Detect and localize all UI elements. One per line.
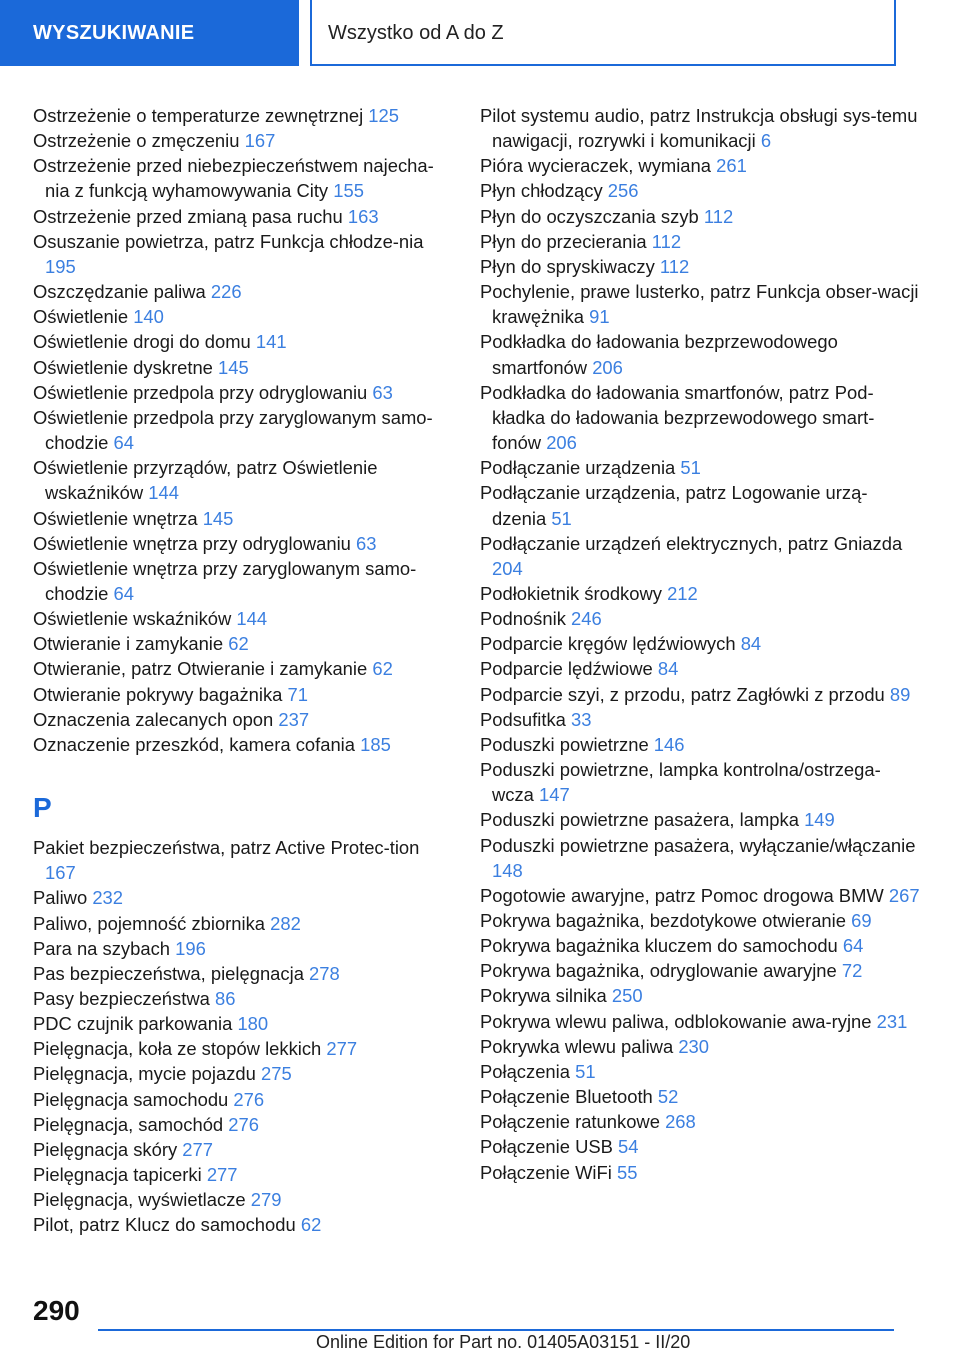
index-page-link[interactable]: 112	[703, 205, 734, 227]
index-page-link[interactable]: 89	[889, 683, 911, 705]
index-entry-text: Oświetlenie wnętrza	[33, 507, 198, 529]
index-page-link[interactable]: 277	[182, 1138, 213, 1160]
index-entry-text: Osuszanie powietrza, patrz Funkcja chłodze-nia	[33, 230, 424, 252]
index-page-link[interactable]: 86	[214, 988, 236, 1009]
index-entry-text: Pielęgnacja, wyświetlacze	[33, 1189, 246, 1211]
index-entry	[480, 153, 920, 178]
index-page-link[interactable]: 275	[261, 1063, 292, 1085]
index-entry-text: Oświetlenie wnętrza przy odryglowaniu	[33, 532, 351, 554]
index-entry-text: Pilot, patrz Klucz do samochodu	[33, 1214, 296, 1236]
index-page-link[interactable]: 256	[607, 180, 639, 202]
index-entry-text: Podłokietnik środkowy	[480, 582, 662, 604]
index-entry-text: Płyn do spryskiwaczy	[480, 255, 655, 277]
index-entry-text: Oświetlenie wnętrza przy zaryglowanym samo-chodzie	[33, 557, 417, 604]
index-entry	[33, 1061, 453, 1086]
index-entry	[480, 531, 920, 581]
index-entry-text: Oświetlenie przedpola przy odryglowaniu	[33, 381, 368, 403]
index-entry	[33, 506, 453, 531]
index-page-link[interactable]: 147	[539, 784, 570, 806]
index-entry-text: Pokrywa wlewu paliwa, odblokowanie awa-ryjne	[480, 1010, 872, 1032]
index-entry-text: Podnośnik	[480, 608, 566, 630]
index-entry	[480, 254, 920, 279]
index-page-link[interactable]: 279	[250, 1189, 282, 1211]
index-page-link[interactable]: 185	[360, 733, 391, 755]
index-page-link[interactable]: 237	[278, 708, 310, 730]
index-page-link[interactable]: 52	[657, 1086, 679, 1108]
index-entry-text: Podparcie lędźwiowe	[480, 658, 653, 680]
index-entry	[480, 732, 920, 757]
index-page-link[interactable]: 277	[326, 1038, 358, 1060]
index-entry	[33, 1212, 453, 1237]
index-page-link[interactable]: 206	[592, 356, 623, 378]
index-page-link[interactable]: 69	[851, 910, 872, 931]
index-entry	[480, 908, 920, 933]
index-page-link[interactable]: 167	[244, 130, 276, 152]
index-page-link[interactable]: 64	[842, 935, 864, 957]
index-entry	[33, 835, 453, 885]
section-tab-search[interactable]	[0, 0, 299, 66]
index-page-link[interactable]: 206	[546, 432, 577, 454]
index-page-link[interactable]: 268	[665, 1111, 696, 1133]
index-entry-text: Pokrywa bagażnika kluczem do samochodu	[480, 935, 838, 957]
index-entry	[33, 911, 453, 936]
index-entry	[33, 1087, 453, 1112]
index-entry-text: Poduszki powietrzne pasażera, wyłączanie/włączanie	[480, 834, 916, 856]
index-page-link[interactable]: 51	[680, 457, 701, 479]
index-entry-text: Oświetlenie przyrządów, patrz Oświetlenie wskaźników	[33, 457, 378, 504]
index-entry	[480, 178, 920, 203]
index-entry-text: Oznaczenie przeszkód, kamera cofania	[33, 733, 355, 755]
index-page-link[interactable]: 51	[551, 507, 572, 529]
index-entry-text: Podparcie kręgów lędźwiowych	[480, 633, 736, 655]
index-entry	[480, 807, 920, 832]
index-column-left	[33, 103, 453, 1238]
index-page-link[interactable]: 64	[113, 432, 134, 454]
index-page-link[interactable]: 230	[678, 1035, 709, 1057]
index-entry-text: Otwieranie, patrz Otwieranie i zamykanie	[33, 658, 368, 680]
index-entry-text: Paliwo, pojemność zbiornika	[33, 912, 266, 934]
index-page-link[interactable]: 148	[492, 859, 523, 881]
index-entry	[33, 1137, 453, 1162]
index-entry	[480, 983, 920, 1008]
index-page-link[interactable]: 62	[228, 633, 249, 655]
index-entry	[480, 103, 920, 153]
index-entry-text: Podsufitka	[480, 708, 566, 730]
index-entry-text: Pokrywa silnika	[480, 985, 607, 1007]
index-entry-text: Ostrzeżenie o zmęczeniu	[33, 130, 240, 152]
index-entry-text: Podparcie szyi, z przodu, patrz Zagłówki z przodu	[480, 683, 885, 705]
header-title: Wszystko od A do Z	[328, 21, 504, 44]
index-entry	[480, 707, 920, 732]
index-entry-text: Pochylenie, prawe lusterko, patrz Funkcja obser-wacji krawężnika	[480, 281, 919, 328]
index-entry	[33, 961, 453, 986]
index-entry-text: Pakiet bezpieczeństwa, patrz Active Protec-tion	[33, 837, 420, 859]
index-entry-text: Pielęgnacja tapicerki	[33, 1164, 202, 1186]
index-entry	[480, 455, 920, 480]
index-entry	[480, 656, 920, 681]
index-page-link[interactable]: 278	[309, 962, 340, 984]
index-entry	[480, 606, 920, 631]
index-page-link[interactable]: 112	[659, 255, 690, 277]
index-entry-text: Poduszki powietrzne, lampka kontrolna/ostrzega-wcza	[480, 759, 881, 806]
index-entry	[33, 279, 453, 304]
index-entry-text: Pokrywa bagażnika, odryglowanie awaryjne	[480, 960, 837, 982]
index-entry	[33, 455, 453, 505]
index-list-p	[33, 835, 453, 1238]
page-number: 290	[33, 1295, 80, 1326]
index-entry-text: Połączenia	[480, 1060, 570, 1082]
index-entry	[33, 128, 453, 153]
index-entry	[33, 986, 453, 1011]
index-entry	[480, 329, 920, 379]
index-entry	[33, 1162, 453, 1187]
index-entry	[480, 1134, 920, 1159]
index-page-link[interactable]: 6	[760, 130, 772, 152]
index-entry-text: Podkładka do ładowania bezprzewodowego smartfonów	[480, 331, 838, 378]
index-page-link[interactable]: 204	[492, 557, 523, 579]
index-page-link[interactable]: 145	[218, 356, 249, 378]
index-page-link[interactable]: 267	[888, 884, 920, 906]
index-page-link[interactable]: 112	[651, 230, 682, 252]
index-page-link[interactable]: 91	[589, 306, 610, 328]
index-entry	[480, 933, 920, 958]
index-entry	[33, 732, 453, 757]
index-entry-text: Pokrywka wlewu paliwa	[480, 1035, 674, 1057]
index-entry-text: Ostrzeżenie przed niebezpieczeństwem najecha-nia z funkcją wyhamowywania City	[33, 155, 434, 202]
index-entry-text: Otwieranie pokrywy bagażnika	[33, 683, 283, 705]
index-entry	[33, 380, 453, 405]
index-entry-text: Połączenie WiFi	[480, 1161, 612, 1183]
index-section-letter: P	[33, 792, 52, 824]
index-page-link[interactable]: 125	[368, 105, 399, 126]
index-page-link[interactable]: 63	[356, 532, 377, 554]
index-page-link[interactable]: 71	[287, 683, 309, 705]
index-page-link[interactable]: 195	[45, 255, 76, 277]
index-page-link[interactable]: 51	[575, 1060, 596, 1082]
index-entry	[33, 1112, 453, 1137]
index-entry-text: Pas bezpieczeństwa, pielęgnacja	[33, 962, 304, 984]
index-entry	[33, 153, 453, 203]
index-page-link[interactable]: 231	[876, 1010, 908, 1032]
index-entry	[33, 229, 453, 279]
index-entry-text: Otwieranie i zamykanie	[33, 633, 224, 655]
index-entry	[33, 1036, 453, 1061]
index-entry-text: Pielęgnacja, samochód	[33, 1113, 224, 1135]
index-page-link[interactable]: 145	[202, 507, 234, 529]
index-entry-text: Oświetlenie	[33, 306, 129, 328]
index-page-link[interactable]: 226	[210, 281, 242, 303]
index-entry-text: Oświetlenie drogi do domu	[33, 331, 251, 353]
index-entry	[480, 757, 920, 807]
index-entry-text: Pielęgnacja skóry	[33, 1138, 178, 1160]
index-entry-text: Oświetlenie dyskretne	[33, 356, 213, 378]
index-entry	[33, 656, 453, 681]
index-page-link[interactable]: 155	[333, 180, 364, 202]
index-entry-text: Pióra wycieraczek, wymiana	[480, 155, 711, 177]
index-entry-text: Połączenie ratunkowe	[480, 1111, 660, 1133]
index-entry	[33, 606, 453, 631]
index-entry	[33, 304, 453, 329]
index-entry-text: Podłączanie urządzenia, patrz Logowanie urzą-dzenia	[480, 482, 868, 529]
index-entry	[33, 707, 453, 732]
index-entry	[33, 885, 453, 910]
index-entry-text: Połączenie Bluetooth	[480, 1086, 653, 1108]
index-page-link[interactable]: 277	[206, 1164, 238, 1186]
index-entry-text: Podkładka do ładowania smartfonów, patrz Pod-kładka do ładowania bezprzewodowego smart-fonów	[480, 381, 875, 454]
index-page-link[interactable]: 72	[841, 960, 863, 982]
index-entry	[480, 631, 920, 656]
index-page-link[interactable]: 144	[148, 482, 179, 504]
index-page-link[interactable]: 250	[611, 985, 643, 1007]
index-page-link[interactable]: 276	[228, 1113, 259, 1135]
index-entry-text: Płyn do przecierania	[480, 230, 647, 252]
index-entry-text: PDC czujnik parkowania	[33, 1013, 233, 1035]
index-entry-text: Pasy bezpieczeństwa	[33, 988, 210, 1009]
index-entry	[480, 682, 920, 707]
index-page-link[interactable]: 180	[237, 1013, 269, 1035]
index-entry-text: Pilot systemu audio, patrz Instrukcja obsługi sys-temu nawigacji, rozrywki i komunikacji	[480, 105, 918, 152]
index-entry	[33, 1011, 453, 1036]
index-entry	[33, 936, 453, 961]
index-entry-text: Pokrywa bagażnika, bezdotykowe otwieranie	[480, 910, 846, 931]
index-entry-text: Oszczędzanie paliwa	[33, 281, 206, 303]
index-entry	[480, 480, 920, 530]
index-entry-text: Pielęgnacja, koła ze stopów lekkich	[33, 1038, 322, 1060]
index-page-link[interactable]: 163	[347, 205, 379, 227]
index-page-link[interactable]: 84	[740, 633, 762, 655]
index-entry	[480, 958, 920, 983]
index-page-link[interactable]: 55	[616, 1161, 638, 1183]
index-entry	[33, 531, 453, 556]
index-page-link[interactable]: 62	[300, 1214, 322, 1236]
index-page-link[interactable]: 167	[45, 862, 76, 884]
footer-edition-text: Online Edition for Part no. 01405A03151 - II/20	[316, 1332, 691, 1352]
index-page-link[interactable]: 33	[571, 708, 592, 730]
index-entry	[33, 329, 453, 354]
index-entry	[480, 1160, 920, 1185]
index-entry	[480, 833, 920, 883]
index-page-link[interactable]: 246	[571, 608, 602, 630]
index-entry-text: Pielęgnacja, mycie pojazdu	[33, 1063, 256, 1085]
index-entry-text: Para na szybach	[33, 937, 170, 959]
index-entry	[480, 1059, 920, 1084]
index-page-link[interactable]: 146	[653, 733, 685, 755]
index-entry	[480, 1084, 920, 1109]
index-entry-text: Płyn do oczyszczania szyb	[480, 205, 699, 227]
index-entry	[33, 1187, 453, 1212]
index-entry	[480, 380, 920, 455]
index-page-link[interactable]: 232	[92, 887, 123, 909]
index-page-link[interactable]: 261	[716, 155, 747, 177]
index-entry-text: Poduszki powietrzne	[480, 733, 649, 755]
index-entry-text: Ostrzeżenie przed zmianą pasa ruchu	[33, 205, 343, 227]
index-entry-text: Poduszki powietrzne pasażera, lampka	[480, 809, 799, 831]
index-page-link[interactable]: 282	[270, 912, 301, 934]
index-list-p-continued	[480, 103, 920, 1185]
index-entry	[480, 229, 920, 254]
index-entry	[480, 883, 920, 908]
index-entry-text: Oświetlenie wskaźników	[33, 608, 232, 630]
index-page-link[interactable]: 149	[804, 809, 835, 831]
index-entry	[480, 1034, 920, 1059]
index-entry-text: Podłączanie urządzenia	[480, 457, 676, 479]
index-entry	[480, 581, 920, 606]
index-entry	[33, 355, 453, 380]
index-page-link[interactable]: 62	[372, 658, 393, 680]
index-entry	[33, 103, 453, 128]
section-tab-label: WYSZUKIWANIE	[33, 21, 195, 44]
index-entry	[480, 279, 920, 329]
index-entry-text: Paliwo	[33, 887, 88, 909]
index-entry-text: Pielęgnacja samochodu	[33, 1088, 229, 1110]
index-entry-text: Pogotowie awaryjne, patrz Pomoc drogowa BMW	[480, 884, 884, 906]
index-entry	[33, 682, 453, 707]
footer-divider	[98, 1329, 894, 1331]
page-header	[0, 0, 960, 66]
index-page-link[interactable]: 63	[372, 381, 393, 403]
index-page-link[interactable]: 196	[175, 937, 206, 959]
index-column-right	[480, 103, 920, 1185]
index-entry-text: Płyn chłodzący	[480, 180, 603, 202]
index-entry	[33, 405, 453, 455]
index-page-link[interactable]: 140	[133, 306, 164, 328]
index-page-link[interactable]: 54	[618, 1136, 639, 1158]
index-entry	[480, 1109, 920, 1134]
index-entry-text: Ostrzeżenie o temperaturze zewnętrznej	[33, 105, 364, 126]
index-entry-text: Połączenie USB	[480, 1136, 613, 1158]
index-page-link[interactable]: 276	[233, 1088, 265, 1110]
index-page-link[interactable]: 64	[113, 582, 134, 604]
index-page-link[interactable]: 141	[255, 331, 287, 353]
index-entry	[33, 556, 453, 606]
index-list-o	[33, 103, 453, 757]
index-entry-text: Oznaczenia zalecanych opon	[33, 708, 274, 730]
index-page-link[interactable]: 144	[236, 608, 268, 630]
index-entry-text: Podłączanie urządzeń elektrycznych, patrz Gniazda	[480, 532, 903, 554]
index-entry-text: Oświetlenie przedpola przy zaryglowanym samo-chodzie	[33, 406, 433, 454]
index-entry	[480, 1009, 920, 1034]
index-page-link[interactable]: 84	[657, 658, 679, 680]
index-entry	[33, 204, 453, 229]
index-entry	[480, 204, 920, 229]
index-entry	[33, 631, 453, 656]
index-page-link[interactable]: 212	[667, 582, 698, 604]
